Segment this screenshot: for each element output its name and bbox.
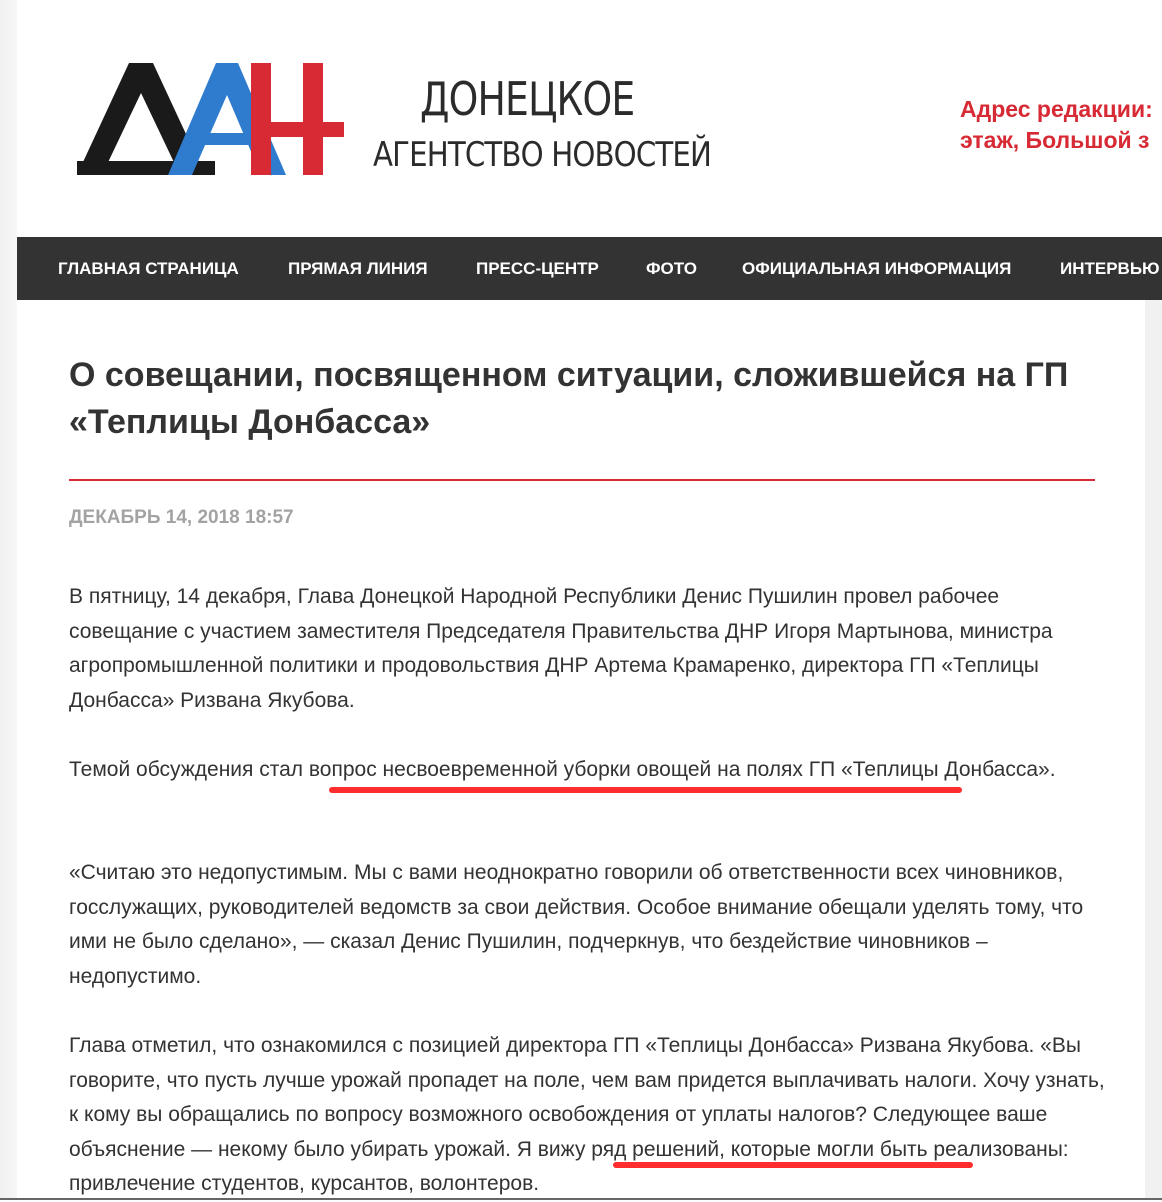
page-right-gutter [1145, 300, 1162, 1200]
article-date: ДЕКАБРЬ 14, 2018 18:57 [69, 507, 294, 528]
article-paragraph: Глава отметил, что ознакомился с позицией директора ГП «Теплицы Донбасса» Ризвана Якубова. «Вы говорите, что пусть лучше урожай пропадет на поле, чем вам придется выплачивать налоги. Хочу узнать, к кому вы обращались по вопросу возможного освобождения от уплаты налогов? Следующее ваше объяснение — некому было убирать урожай. Я вижу ряд решений, которые могли быть реализованы: привлечение студентов, курсантов, волонтеров. [69, 1034, 1105, 1196]
article-content [17, 300, 1145, 1200]
site-header [17, 0, 1162, 237]
nav-item-home[interactable]: ГЛАВНАЯ СТРАНИЦА [58, 259, 239, 278]
logo-subtitle: АГЕНТСТВО НОВОСТЕЙ [373, 135, 712, 175]
page-left-shadow [0, 0, 17, 1200]
address-line: Адрес редакции: [960, 96, 1153, 122]
address-line: этаж, Большой з [960, 127, 1150, 153]
highlight-underline-harvest [613, 1162, 973, 1168]
logo-letter-n-left [251, 63, 271, 175]
editorial-address [960, 94, 1162, 156]
nav-item-photo[interactable]: ФОТО [646, 259, 697, 278]
article-paragraph: «Считаю это недопустимым. Мы с вами неоднократно говорили об ответственности всех чиновников, госслужащих, руководителей ведомств за свои действия. Особое внимание обещали уделять тому, что ими не было сделано», — сказал Денис Пушилин, подчеркнув, что бездействие чиновников – недопустимо. [69, 861, 1084, 988]
main-navigation [17, 237, 1162, 300]
nav-item-interviews[interactable]: ИНТЕРВЬЮ [1060, 259, 1160, 278]
logo-letter-n-bar [253, 122, 344, 137]
article-paragraph: В пятницу, 14 декабря, Глава Донецкой Народной Республики Денис Пушилин провел рабочее совещание с участием заместителя Председателя Правительства ДНР Игоря Мартынова, министра агропромышленной политики и продовольствия ДНР Артема Крамаренко, директора ГП «Теплицы Донбасса» Ризвана Якубова. [69, 585, 1053, 712]
logo-letter-a-crossbar [202, 133, 252, 145]
nav-item-press-center[interactable]: ПРЕСС-ЦЕНТР [476, 259, 599, 278]
logo-title: ДОНЕЦКОЕ [420, 72, 635, 126]
highlight-underline-topic [329, 787, 962, 793]
logo-mark[interactable] [77, 55, 347, 185]
title-divider [69, 479, 1095, 481]
nav-item-official-info[interactable]: ОФИЦИАЛЬНАЯ ИНФОРМАЦИЯ [742, 259, 1012, 278]
article-paragraph: Темой обсуждения стал вопрос несвоевременной уборки овощей на полях ГП «Теплицы Донбасса». [69, 758, 1056, 781]
logo-letter-n-right [303, 63, 323, 175]
nav-item-direct-line[interactable]: ПРЯМАЯ ЛИНИЯ [288, 259, 428, 278]
article-title: О совещании, посвященном ситуации, сложившейся на ГП «Теплицы Донбасса» [69, 356, 1069, 441]
